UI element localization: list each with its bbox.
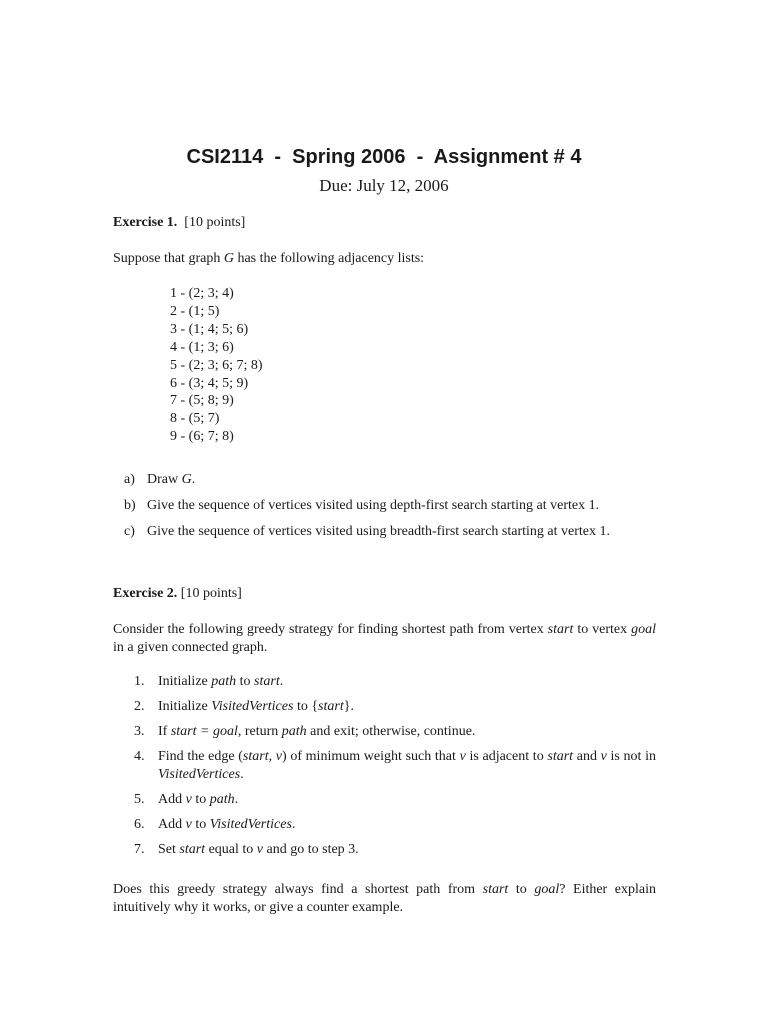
exercise-1-points: [10 points] <box>184 215 246 230</box>
step-number: 1. <box>134 674 145 689</box>
adjacency-lists <box>170 285 263 446</box>
exercise-2-points: [10 points] <box>180 586 242 601</box>
exercise-1-intro <box>113 250 424 268</box>
page-title: CSI2114 - Spring 2006 - Assignment # 4 <box>186 146 582 168</box>
task-marker: c) <box>124 524 135 539</box>
adjacency-row: 3 - (1; 4; 5; 6) <box>170 321 249 337</box>
adjacency-row: 2 - (1; 5) <box>170 303 220 319</box>
exercise-2-heading <box>113 585 242 603</box>
step-number: 7. <box>134 842 145 857</box>
list-item: 3. If start = goal, return path and exit; otherwise, continue. <box>134 724 476 739</box>
adjacency-row: 7 - (5; 8; 9) <box>170 393 234 409</box>
task-text: Give the sequence of vertices visited using breadth-first search starting at vertex 1. <box>147 524 611 539</box>
graph-variable: G <box>223 251 234 266</box>
step-number: 6. <box>134 817 145 832</box>
step-number: 5. <box>134 792 145 807</box>
adjacency-row: 5 - (2; 3; 6; 7; 8) <box>170 357 263 373</box>
exercise-1-title: Exercise 1. <box>113 215 178 230</box>
adjacency-row: 4 - (1; 3; 6) <box>170 339 234 355</box>
exercise-2-title: Exercise 2. <box>113 586 178 601</box>
adjacency-row: 1 - (2; 3; 4) <box>170 286 234 301</box>
exercise-2-intro: Consider the following greedy strategy for finding shortest path from vertex start to vertex goal in a given connected graph. <box>113 622 656 655</box>
task-marker: a) <box>124 472 135 487</box>
adjacency-row: 9 - (6; 7; 8) <box>170 429 234 445</box>
greedy-steps-list <box>113 673 656 866</box>
task-marker: b) <box>124 498 136 513</box>
exercise-1-heading <box>113 214 245 232</box>
step-number: 3. <box>134 724 145 739</box>
intro-text: Suppose that graph <box>113 251 224 266</box>
step-number: 4. <box>134 749 145 764</box>
task-text: Draw G. <box>147 472 196 487</box>
due-date: Due: July 12, 2006 <box>319 176 449 195</box>
task-text: Give the sequence of vertices visited using depth-first search starting at vertex 1. <box>147 498 600 513</box>
list-item: 1. Initialize path to start. <box>134 674 284 689</box>
adjacency-row: 6 - (3; 4; 5; 9) <box>170 375 249 391</box>
list-item: 2. Initialize VisitedVertices to {start}. <box>134 699 354 714</box>
exercise-2-question: Does this greedy strategy always find a shortest path from start to goal? Either explain intuitively why it works, or give a counter example. <box>113 882 657 915</box>
list-item: 6. Add v to VisitedVertices. <box>134 817 296 832</box>
adjacency-row: 8 - (5; 7) <box>170 411 220 427</box>
list-item: 7. Set start equal to v and go to step 3. <box>134 842 359 857</box>
intro-text-end: has the following adjacency lists: <box>233 251 425 266</box>
step-number: 2. <box>134 699 145 714</box>
list-item: 4. Find the edge (start, v) of minimum weight such that v is adjacent to start and v is not in VisitedVertices. <box>134 749 657 782</box>
list-item: 5. Add v to path. <box>134 792 239 807</box>
